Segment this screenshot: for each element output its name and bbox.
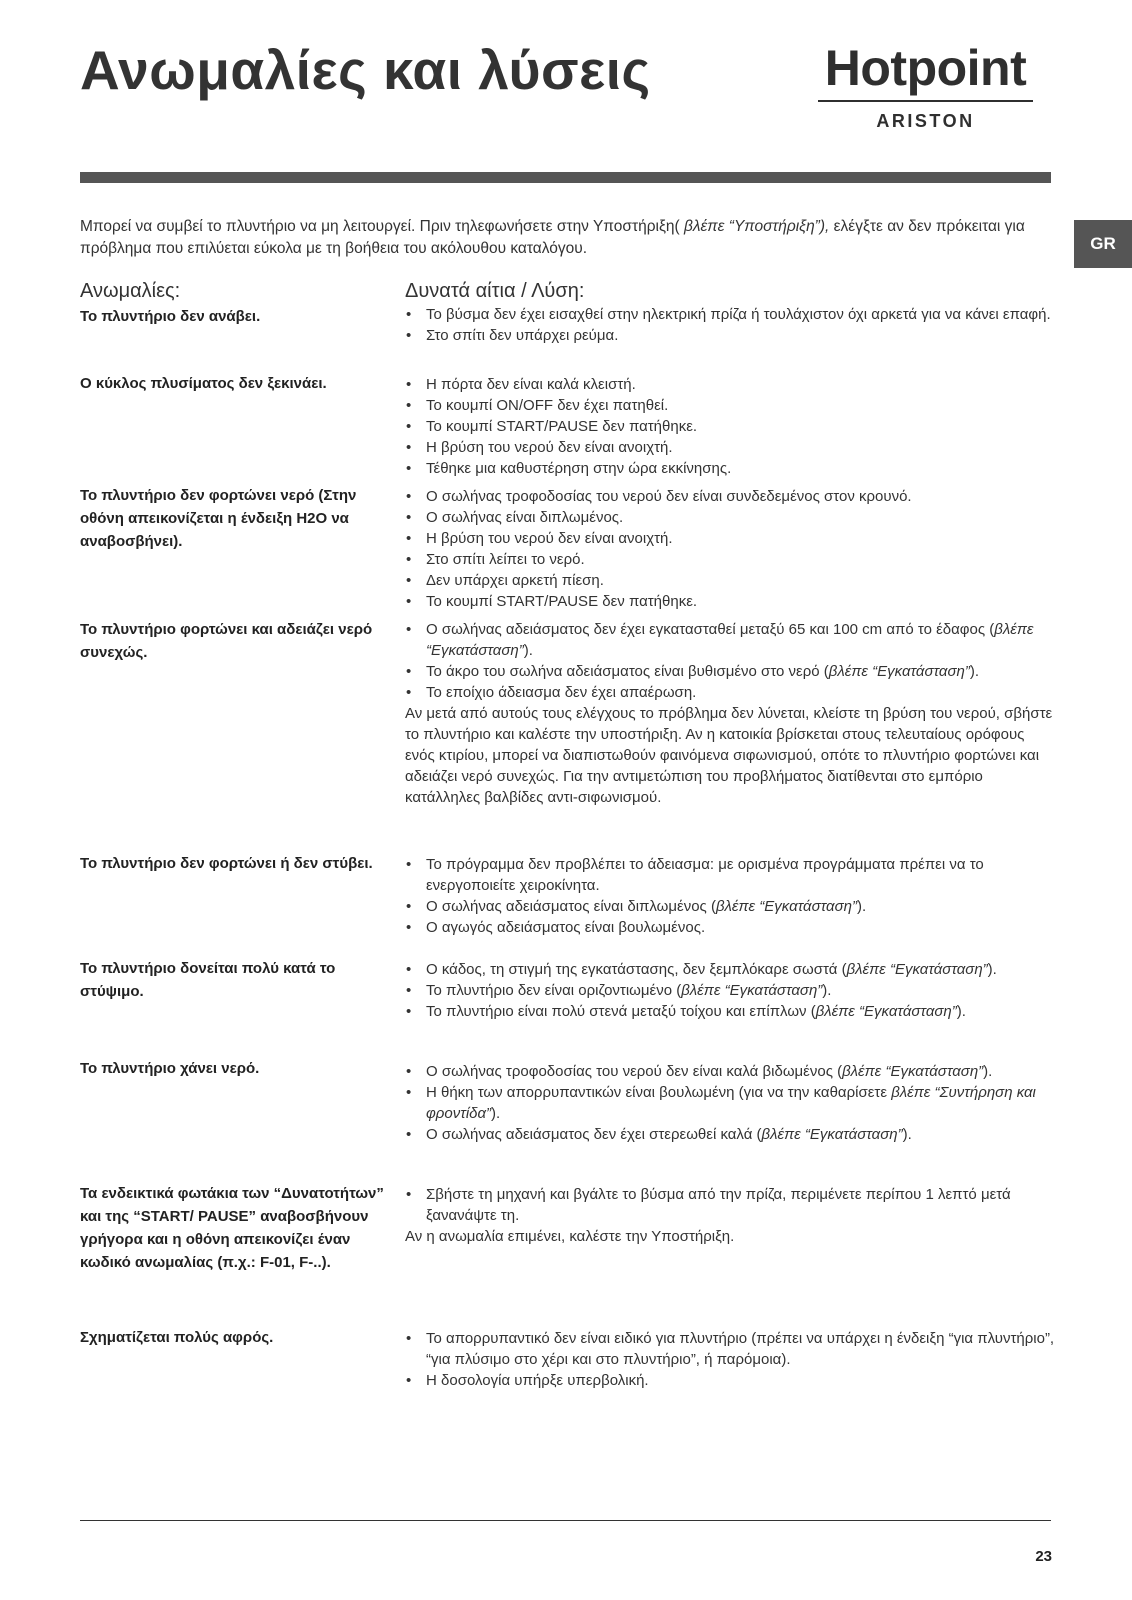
cause-item — [405, 528, 1055, 549]
cause-reference: βλέπε “Συντήρηση και φροντίδα” — [426, 1084, 1036, 1122]
cause-text: Η βρύση του νερού δεν είναι ανοιχτή. — [426, 530, 673, 547]
causes-list — [405, 854, 1055, 938]
cause-text: Τέθηκε μια καθυστέρηση στην ώρα εκκίνησης. — [426, 460, 732, 477]
intro-paragraph — [80, 216, 1052, 260]
cause-text: Η θήκη των απορρυπαντικών είναι βουλωμένη (για να την καθαρίσετε — [426, 1084, 892, 1101]
cause-text: Το άκρο του σωλήνα αδειάσματος είναι βυθισμένο στο νερό ( — [426, 663, 829, 680]
cause-item — [405, 507, 1055, 528]
cause-text: Το πλυντήριο δεν είναι οριζοντιωμένο ( — [426, 982, 682, 999]
cause-text: Ο σωλήνας αδειάσματος δεν έχει εγκατασταθεί μεταξύ 65 και 100 cm από το έδαφος ( — [426, 621, 995, 638]
cause-text: Ο σωλήνας αδειάσματος δεν έχει στερεωθεί καλά ( — [426, 1126, 762, 1143]
causes-list — [405, 304, 1055, 346]
cause-text-end: ). — [956, 1003, 966, 1020]
cause-reference: βλέπε “Εγκατάσταση” — [681, 982, 823, 999]
causes-block — [405, 959, 1055, 1022]
cause-text: Το απορρυπαντικό δεν είναι ειδικό για πλυντήριο (πρέπει να υπάρχει η ένδειξη “για πλυντήριο”, “για πλύσιμο στο χέρι και στο πλυντήριο”, ή παρόμοια). — [426, 1330, 1055, 1368]
brand-name: Hotpoint — [824, 40, 1027, 96]
cause-text: Σβήστε τη μηχανή και βγάλτε το βύσμα από την πρίζα, περιμένετε περίπου 1 λεπτό μετά ξανανάψτε τη. — [426, 1186, 1011, 1224]
cause-item — [405, 549, 1055, 570]
cause-note: Αν μετά από αυτούς τους ελέγχους το πρόβλημα δεν λύνεται, κλείστε τη βρύση του νερού, σβήστε το πλυντήριο και καλέστε την υποστήριξη. Αν η κατοικία βρίσκεται στους τελευταίους ορόφους ενός κτιρίου, μπορεί να διαπιστωθούν φαινόμενα σιφωνισμού, οπότε το πλυντήριο φορτώνει και αδειάζει νερό συνεχώς. Για την αντιμετώπιση του προβλήματος διατίθενται στο εμπόριο κατάλληλες βαλβίδες αντι-σιφωνισμού. — [405, 705, 1053, 806]
problem-label: Σχηματίζεται πολύς αφρός. — [80, 1329, 274, 1346]
causes-list — [405, 374, 1055, 479]
causes-block — [405, 1184, 1055, 1247]
problem-label: Το πλυντήριο δονείται πολύ κατά το στύψιμο. — [80, 960, 336, 1000]
cause-text-end: ). — [902, 1126, 912, 1143]
cause-item — [405, 1370, 1055, 1391]
cause-reference: βλέπε “Εγκατάσταση” — [815, 1003, 957, 1020]
cause-text: Ο σωλήνας τροφοδοσίας του νερού δεν είναι συνδεδεμένος στον κρουνό. — [426, 488, 912, 505]
cause-text: Το κουμπί ON/OFF δεν έχει πατηθεί. — [426, 397, 669, 414]
cause-item — [405, 374, 1055, 395]
cause-text: Στο σπίτι δεν υπάρχει ρεύμα. — [426, 327, 619, 344]
cause-text: Η βρύση του νερού δεν είναι ανοιχτή. — [426, 439, 673, 456]
cause-text: Η δοσολογία υπήρξε υπερβολική. — [426, 1372, 649, 1389]
header-bar — [80, 172, 1051, 183]
causes-block — [405, 854, 1055, 938]
cause-text-end: ). — [523, 642, 533, 659]
problem-label: Τα ενδεικτικά φωτάκια των “Δυνατοτήτων” και της “START/ PAUSE” αναβοσβήνουν γρήγορα και η οθόνη απεικονίζει έναν κωδικό ανωμαλίας (π.χ.: F-01, F-..). — [80, 1185, 384, 1271]
cause-item — [405, 1124, 1055, 1145]
cause-item — [405, 591, 1055, 612]
causes-block — [405, 1328, 1055, 1391]
cause-text: Το κουμπί START/PAUSE δεν πατήθηκε. — [426, 418, 698, 435]
cause-text: Η πόρτα δεν είναι καλά κλειστή. — [426, 376, 636, 393]
page-number: 23 — [1035, 1548, 1052, 1565]
brand-subname: ARISTON — [876, 111, 975, 131]
causes-list — [405, 1184, 1055, 1226]
cause-item — [405, 416, 1055, 437]
causes-list — [405, 1061, 1055, 1145]
problem-label: Το πλυντήριο δεν φορτώνει ή δεν στύβει. — [80, 855, 373, 872]
cause-item — [405, 1328, 1055, 1370]
causes-block — [405, 619, 1055, 808]
cause-item — [405, 854, 1055, 896]
cause-reference: βλέπε “Εγκατάσταση” — [828, 663, 970, 680]
cause-item — [405, 980, 1055, 1001]
cause-item — [405, 896, 1055, 917]
cause-text: Το βύσμα δεν έχει εισαχθεί στην ηλεκτρική πρίζα ή τουλάχιστον όχι αρκετά για να κάνει επαφή. — [426, 306, 1051, 323]
causes-block — [405, 304, 1055, 346]
problem-label: Ο κύκλος πλυσίματος δεν ξεκινάει. — [80, 375, 327, 392]
cause-text: Ο κάδος, τη στιγμή της εγκατάστασης, δεν ξεμπλόκαρε σωστά ( — [426, 961, 847, 978]
problems-heading: Ανωμαλίες: — [80, 280, 181, 302]
cause-text: Ο σωλήνας τροφοδοσίας του νερού δεν είναι καλά βιδωμένος ( — [426, 1063, 843, 1080]
page-title: Ανωμαλίες και λύσεις — [80, 39, 651, 101]
cause-item — [405, 395, 1055, 416]
causes-list — [405, 486, 1055, 612]
cause-reference: βλέπε “Εγκατάσταση” — [846, 961, 988, 978]
cause-text: Δεν υπάρχει αρκετή πίεση. — [426, 572, 604, 589]
cause-reference: βλέπε “Εγκατάσταση” — [842, 1063, 984, 1080]
cause-item — [405, 1082, 1055, 1124]
problem-label: Το πλυντήριο φορτώνει και αδειάζει νερό συνεχώς. — [80, 621, 373, 661]
cause-text-end: ). — [491, 1105, 501, 1122]
cause-item — [405, 682, 1055, 703]
cause-item — [405, 437, 1055, 458]
cause-item — [405, 304, 1055, 325]
cause-reference: βλέπε “Εγκατάσταση” — [426, 621, 1034, 659]
causes-block — [405, 1061, 1055, 1145]
intro-text-2: ελέγξτε αν δεν πρόκειται για πρόβλημα που επιλύεται εύκολα με τη βοήθεια του ακόλουθου καταλόγου. — [80, 218, 1025, 257]
cause-text-end: ). — [987, 961, 997, 978]
cause-item — [405, 458, 1055, 479]
cause-item — [405, 959, 1055, 980]
cause-text: Το εποίχιο άδειασμα δεν έχει απαέρωση. — [426, 684, 697, 701]
logo-divider — [818, 100, 1033, 102]
causes-list — [405, 619, 1055, 703]
cause-text: Στο σπίτι λείπει το νερό. — [426, 551, 585, 568]
problem-label: Το πλυντήριο δεν φορτώνει νερό (Στην οθόνη απεικονίζεται η ένδειξη H2O να αναβοσβήνει). — [80, 487, 357, 550]
cause-text-end: ). — [969, 663, 979, 680]
footer-rule — [80, 1520, 1051, 1521]
causes-list — [405, 1328, 1055, 1391]
cause-item — [405, 917, 1055, 938]
language-tab: GR — [1074, 220, 1132, 268]
cause-reference: βλέπε “Εγκατάσταση” — [715, 898, 857, 915]
cause-text-end: ). — [822, 982, 832, 999]
causes-block — [405, 486, 1055, 612]
problem-label: Το πλυντήριο χάνει νερό. — [80, 1060, 260, 1077]
causes-block — [405, 374, 1055, 479]
cause-note: Αν η ανωμαλία επιμένει, καλέστε την Υποστήριξη. — [405, 1228, 735, 1245]
cause-reference: βλέπε “Εγκατάσταση” — [761, 1126, 903, 1143]
problem-label: Το πλυντήριο δεν ανάβει. — [80, 308, 261, 325]
cause-text: Ο σωλήνας είναι διπλωμένος. — [426, 509, 624, 526]
causes-list — [405, 959, 1055, 1022]
cause-text-end: ). — [856, 898, 867, 915]
cause-item — [405, 1184, 1055, 1226]
cause-text: Το πρόγραμμα δεν προβλέπει το άδειασμα: με ορισμένα προγράμματα πρέπει να το ενεργοποιείτε χειροκίνητα. — [426, 856, 984, 894]
cause-item — [405, 486, 1055, 507]
cause-item — [405, 661, 1055, 682]
cause-text: Το κουμπί START/PAUSE δεν πατήθηκε. — [426, 593, 698, 610]
cause-item — [405, 619, 1055, 661]
cause-text: Ο σωλήνας αδειάσματος είναι διπλωμένος ( — [426, 898, 716, 915]
intro-text-italic: βλέπε “Υποστήριξη”), — [679, 218, 830, 235]
cause-item — [405, 570, 1055, 591]
causes-heading: Δυνατά αίτια / Λύση: — [405, 280, 585, 302]
cause-text: Το πλυντήριο είναι πολύ στενά μεταξύ τοίχου και επίπλων ( — [426, 1003, 816, 1020]
cause-text: Ο αγωγός αδειάσματος είναι βουλωμένος. — [426, 919, 706, 936]
cause-item — [405, 1001, 1055, 1022]
cause-text-end: ). — [983, 1063, 993, 1080]
cause-item — [405, 325, 1055, 346]
brand-logo — [818, 40, 1033, 132]
intro-text-1: Μπορεί να συμβεί το πλυντήριο να μη λειτουργεί. Πριν τηλεφωνήσετε στην Υποστήριξη( — [80, 218, 680, 235]
cause-item — [405, 1061, 1055, 1082]
